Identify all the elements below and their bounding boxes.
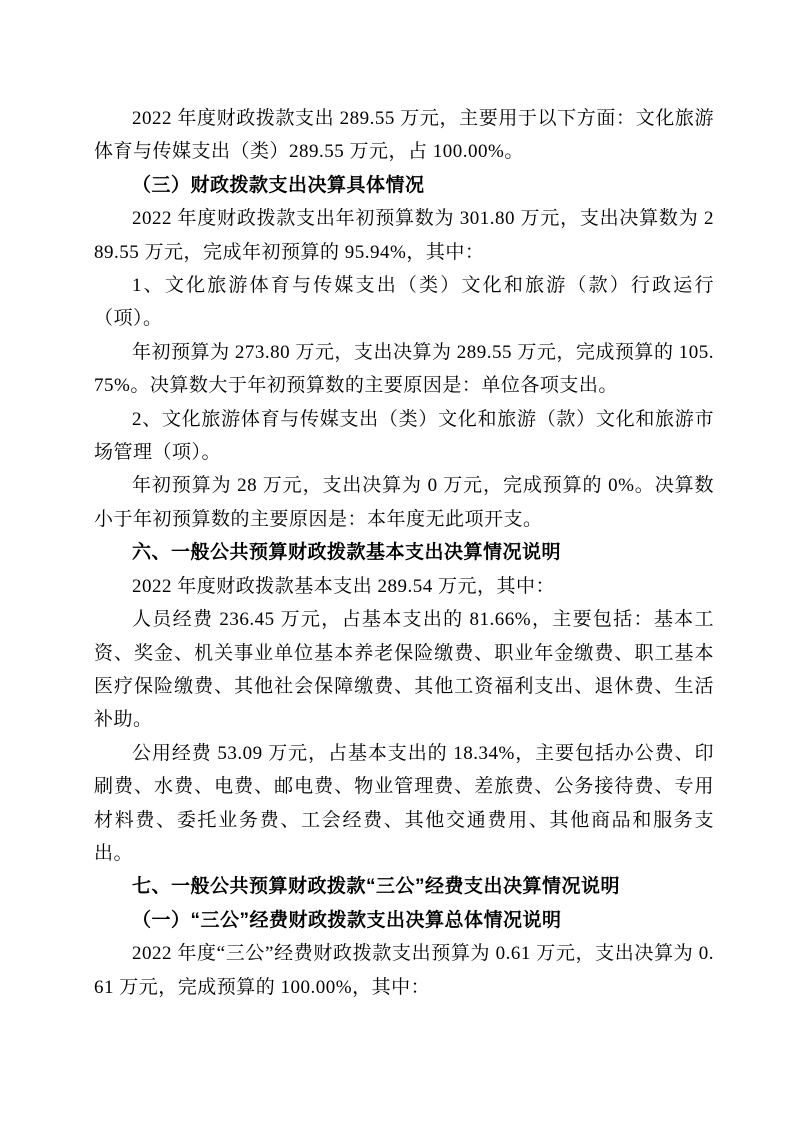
- paragraph-three-public-overview: 2022 年度“三公”经费财政拨款支出预算为 0.61 万元，支出决算为 0.61 万元，完成预算的 100.00%，其中：: [94, 943, 714, 998]
- paragraph-budget-vs-final-accounts: 2022 年度财政拨款支出年初预算数为 301.80 万元，支出决算数为 289.55 万元，完成年初预算的 95.94%，其中：: [94, 208, 714, 263]
- paragraph-basic-expenditure-total: 2022 年度财政拨款基本支出 289.54 万元，其中：: [132, 575, 556, 597]
- paragraph-personnel-funds: 人员经费 236.45 万元，占基本支出的 81.66%，主要包括：基本工资、奖金、机关事业单位基本养老保险缴费、职业年金缴费、职工基本医疗保险缴费、其他社会保障缴费、其他工资福利支出、退休费、生活补助。: [94, 609, 714, 731]
- heading-section-7-1-overall-situation: （一）“三公”经费财政拨款支出决算总体情况说明: [132, 909, 562, 931]
- paragraph-2022-expenditure-overview: 2022 年度财政拨款支出 289.55 万元，主要用于以下方面：文化旅游体育与传媒支出（类）289.55 万元，占 100.00%。: [94, 108, 714, 163]
- paragraph-item-2-detail: 年初预算为 28 万元，支出决算为 0 万元，完成预算的 0%。决算数小于年初预算数的主要原因是：本年度无此项开支。: [94, 475, 714, 530]
- heading-section-3-specific-situation: （三）财政拨款支出决算具体情况: [132, 174, 425, 196]
- heading-section-7-three-public-funds: 七、一般公共预算财政拨款“三公”经费支出决算情况说明: [132, 876, 621, 898]
- paragraph-item-1-admin-operation: 1、文化旅游体育与传媒支出（类）文化和旅游（款）行政运行（项）。: [94, 275, 714, 330]
- paragraph-public-funds: 公用经费 53.09 万元，占基本支出的 18.34%，主要包括办公费、印刷费、水费、电费、邮电费、物业管理费、差旅费、公务接待费、专用材料费、委托业务费、工会经费、其他交通费用、其他商品和服务支出。: [94, 742, 714, 864]
- heading-section-6-basic-expenditure: 六、一般公共预算财政拨款基本支出决算情况说明: [132, 542, 562, 564]
- paragraph-item-1-detail: 年初预算为 273.80 万元，支出决算为 289.55 万元，完成预算的 105.75%。决算数大于年初预算数的主要原因是：单位各项支出。: [94, 341, 714, 397]
- paragraph-item-2-market-management: 2、文化旅游体育与传媒支出（类）文化和旅游（款）文化和旅游市场管理（项）。: [94, 408, 714, 464]
